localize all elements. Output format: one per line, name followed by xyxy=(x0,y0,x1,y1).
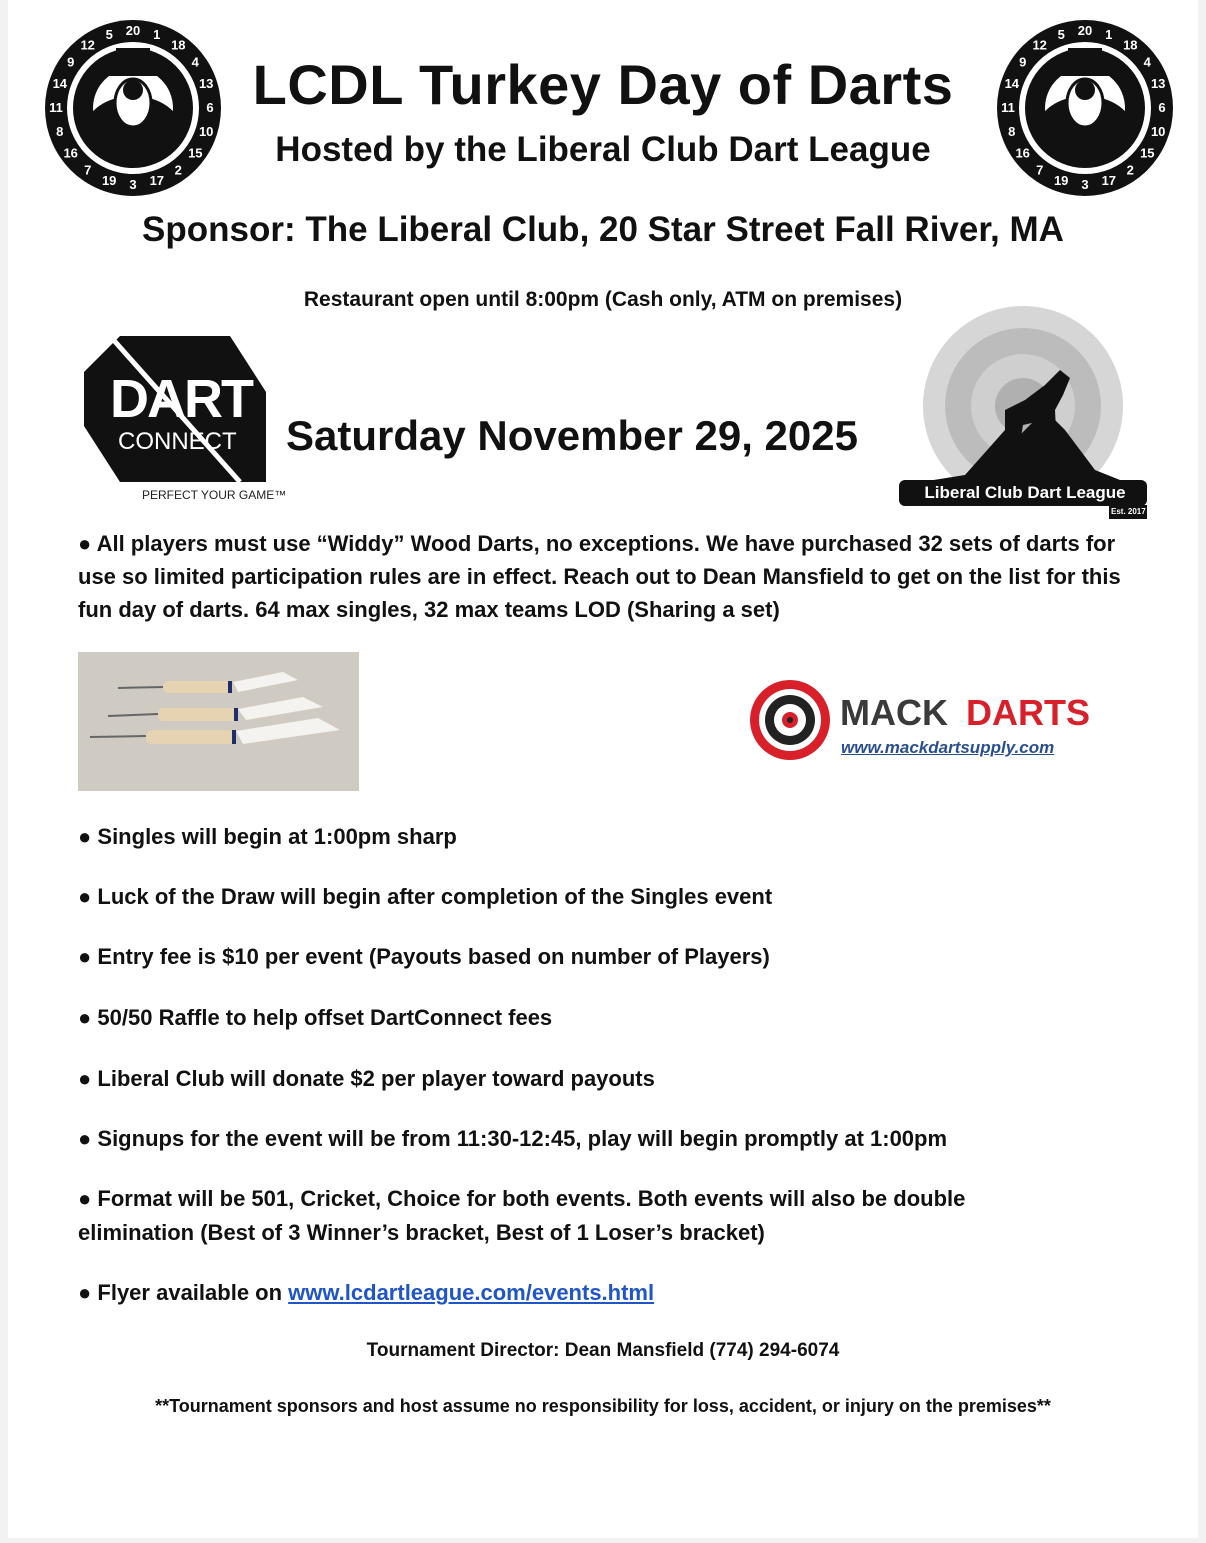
bullet-luck-of-draw: ● Luck of the Draw will begin after completion of the Singles event xyxy=(78,884,773,909)
dartboard-number: 19 xyxy=(1053,173,1069,189)
mack-word-mack: MACK xyxy=(840,692,948,733)
trademark-symbol: ™ xyxy=(274,488,287,502)
dartboard-number: 2 xyxy=(174,162,182,178)
mack-website: www.mackdartsupply.com xyxy=(841,738,1055,757)
dartboard-number: 3 xyxy=(129,177,137,192)
dartboard-number: 7 xyxy=(84,162,92,178)
wood-darts-photo xyxy=(78,652,359,791)
dartboard-number: 10 xyxy=(198,123,214,139)
page-subtitle: Hosted by the Liberal Club Dart League xyxy=(275,130,931,169)
dartboard-number: 11 xyxy=(1001,100,1015,115)
dartboard-number: 1 xyxy=(1105,26,1113,42)
dartboard-number: 13 xyxy=(1150,76,1166,92)
dartboard-number: 16 xyxy=(1015,145,1030,161)
dartboard-number: 11 xyxy=(49,100,63,115)
dartboard-number: 18 xyxy=(171,37,186,53)
dartconnect-tagline-text: PERFECT YOUR GAME xyxy=(142,488,275,502)
dartboard-number: 2 xyxy=(1126,162,1134,178)
dartboard-number: 10 xyxy=(1150,123,1166,139)
dartboard-number: 15 xyxy=(188,145,203,161)
dartconnect-logo xyxy=(80,332,287,507)
dartboard-number: 20 xyxy=(125,23,141,38)
flyer-link[interactable]: www.lcdartleague.com/events.html xyxy=(288,1280,655,1305)
lcdl-logo-name: Liberal Club Dart League xyxy=(924,483,1126,502)
dartboard-number: 4 xyxy=(191,54,199,70)
bullet-donation: ● Liberal Club will donate $2 per player toward payouts xyxy=(78,1066,655,1091)
dartconnect-tagline xyxy=(142,488,286,502)
disclaimer: **Tournament sponsors and host assume no responsibility for loss, accident, or injury on the premises** xyxy=(155,1396,1051,1416)
bullet-entry-fee: ● Entry fee is $10 per event (Payouts based on number of Players) xyxy=(78,944,770,969)
mack-darts-logo xyxy=(748,676,1108,768)
dartboard-number: 7 xyxy=(1036,162,1044,178)
dartboard-number: 8 xyxy=(1008,123,1016,139)
mack-dartboard-icon xyxy=(748,678,832,762)
bullet-raffle: ● 50/50 Raffle to help offset DartConnect fees xyxy=(78,1005,553,1030)
dartboard-number: 12 xyxy=(1032,37,1047,53)
dartboard-number: 8 xyxy=(56,123,64,139)
sponsor-line: Sponsor: The Liberal Club, 20 Star Street Fall River, MA xyxy=(142,210,1064,249)
dartboard-number: 5 xyxy=(105,26,113,42)
dartboard-number: 14 xyxy=(1004,76,1020,92)
bullet-format-line2: elimination (Best of 3 Winner’s bracket, Best of 1 Loser’s bracket) xyxy=(78,1220,765,1245)
lcdl-logo-est: Est. 2017 xyxy=(1111,507,1146,516)
bullet-singles-start: ● Singles will begin at 1:00pm sharp xyxy=(78,824,457,849)
bullet-signups: ● Signups for the event will be from 11:30-12:45, play will begin promptly at 1:00pm xyxy=(78,1126,948,1151)
flyer-prefix: ● Flyer available on xyxy=(78,1280,289,1305)
dartboard-number: 12 xyxy=(80,37,95,53)
dartboard-number: 13 xyxy=(198,76,214,92)
dartboard-number: 9 xyxy=(67,54,75,70)
dartboard-number: 6 xyxy=(206,100,214,115)
bullet-format-line1: ● Format will be 501, Cricket, Choice for both events. Both events will also be double xyxy=(78,1186,966,1211)
dartconnect-word-connect: CONNECT xyxy=(118,428,237,455)
event-date: Saturday November 29, 2025 xyxy=(286,412,858,459)
dartboard-number: 6 xyxy=(1158,100,1166,115)
dartboard-number: 9 xyxy=(1019,54,1027,70)
bullet-flyer xyxy=(78,1280,654,1306)
dartboard-number: 4 xyxy=(1143,54,1151,70)
rules-paragraph: ● All players must use “Widdy” Wood Darts, no exceptions. We have purchased 32 sets of darts for use so limited participation rules are in effect. Reach out to Dean Mansfield to get on the list for this fun day of darts. 64 max singles, 32 max teams LOD (Sharing a set) xyxy=(78,531,1121,622)
tournament-director: Tournament Director: Dean Mansfield (774) 294-6074 xyxy=(366,1340,840,1361)
dartconnect-word-dart: DART xyxy=(110,369,252,429)
page-title: LCDL Turkey Day of Darts xyxy=(252,53,954,116)
dartboard-number: 5 xyxy=(1057,26,1065,42)
dartboard-number: 17 xyxy=(1101,173,1117,189)
dartboard-number: 15 xyxy=(1140,145,1155,161)
dartboard-number: 16 xyxy=(63,145,78,161)
lcdl-wolf-logo xyxy=(895,300,1151,522)
dartboard-number: 3 xyxy=(1081,177,1089,192)
dartboard-number: 18 xyxy=(1123,37,1138,53)
restaurant-info: Restaurant open until 8:00pm (Cash only, ATM on premises) xyxy=(303,288,903,311)
dartboard-number: 19 xyxy=(101,173,117,189)
dartboard-number: 14 xyxy=(52,76,68,92)
mack-word-darts: DARTS xyxy=(966,692,1090,733)
dartboard-number: 17 xyxy=(149,173,165,189)
dartboard-number: 1 xyxy=(153,26,161,42)
dartboard-number: 20 xyxy=(1077,23,1093,38)
